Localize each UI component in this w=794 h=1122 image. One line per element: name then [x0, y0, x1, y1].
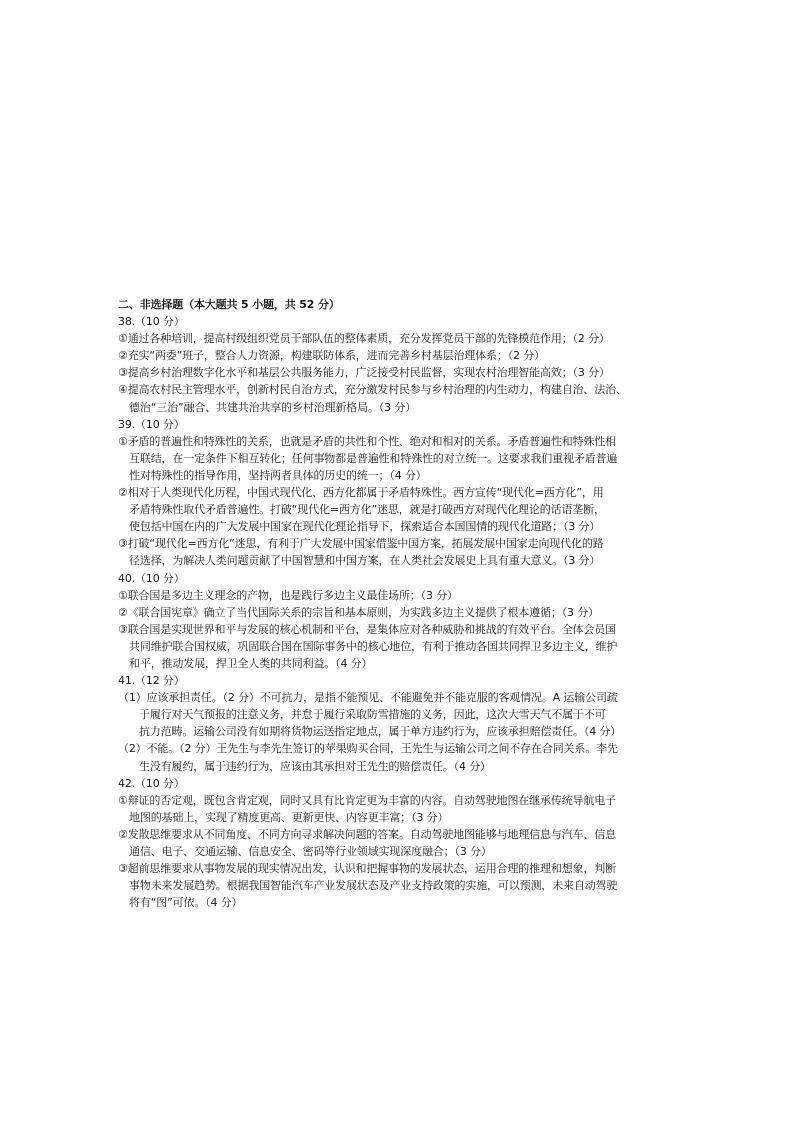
answer-line: 径选择，为解决人类问题贡献了中国智慧和中国方案，在人类社会发展史上具有重大意义。（3 分） [129, 554, 601, 568]
answer-line: 将有“图”可依。（4 分） [129, 896, 243, 910]
answer-line: 矛盾特殊性取代矛盾普遍性。打破“现代化=西方化”迷思，就是打破西方对现代化理论的话语垄断， [129, 503, 605, 517]
answer-line: 通信、电子、交通运输、信息安全、密码等行业领域实现深度融合；（3 分） [129, 845, 492, 858]
answer-line: ④提高农村民主管理水平，创新村民自治方式，充分激发村民参与乡村治理的内生动力，构建自治、法治、 [118, 383, 627, 397]
answer-line: ②发散思维要求从不同角度、不同方向寻求解决问题的答案。自动驾驶地图能够与地理信息与汽车、信息 [118, 827, 616, 841]
answer-line: 使包括中国在内的广大发展中国家在现代化理论指导下，探索适合本国国情的现代化道路；（3 分） [129, 520, 601, 534]
answer-line: 互联结，在一定条件下相互转化；任何事物都是普遍性和特殊性的对立统一。这要求我们重视矛盾普遍 [129, 451, 618, 465]
answer-line: ②充实“两委”班子，整合人力资源，构建联防体系，进而完善乡村基层治理体系；（2 分） [118, 349, 545, 363]
question-heading: 39.（10 分） [118, 417, 185, 431]
answer-line: ①联合国是多边主义理念的产物，也是践行多边主义最佳场所；（3 分） [118, 588, 458, 602]
answer-line: 德治“三治”融合、共建共治共享的乡村治理新格局。（3 分） [129, 400, 417, 414]
question-heading: 38.（10 分） [118, 315, 185, 329]
question-heading: 41.（12 分） [118, 674, 185, 688]
answer-line: 抗力范畴。运输公司没有如期将货物运送指定地点，属于单方违约行为，应该承担赔偿责任。（4 分） [139, 725, 622, 739]
question-heading: 42.（10 分） [118, 776, 185, 790]
question-41 [118, 672, 678, 775]
answer-line: ③提高乡村治理数字化水平和基层公共服务能力，广泛接受村民监督，实现农村治理智能高效；（3 分） [118, 366, 610, 380]
answer-line: 地图的基础上，实现了精度更高、更新更快、内容更丰富；（3 分） [129, 810, 449, 824]
question-42 [118, 775, 678, 912]
answer-line: （1）应该承担责任。（2 分）不可抗力，是指不能预见、不能避免并不能克服的客观情况。A 运输公司疏 [118, 691, 618, 705]
answer-line: 性对特殊性的指导作用，坚持两者具体的历史的统一；（4 分） [129, 468, 427, 482]
answer-line: ②相对于人类现代化历程，中国式现代化、西方化都属于矛盾特殊性。西方宣传“现代化=西方化”，用 [118, 486, 604, 500]
answer-line: ①通过各种培训，提高村级组织党员干部队伍的整体素质，充分发挥党员干部的先锋模范作用；（2 分） [118, 332, 610, 346]
answer-line: ③打破“现代化=西方化”迷思，有利于广大发展中国家借鉴中国方案，拓展发展中国家走向现代化的路 [118, 537, 604, 551]
answer-line: ①矛盾的普遍性和特殊性的关系，也就是矛盾的共性和个性、绝对和相对的关系。矛盾普遍性和特殊性相 [118, 434, 616, 448]
question-39 [118, 416, 678, 570]
answer-line: 于履行对天气预报的注意义务，并怠于履行采取防雪措施的义务，因此，这次大雪天气不属于不可 [139, 708, 606, 722]
question-heading: 40.（10 分） [118, 571, 185, 585]
section-title: 二、非选择题（本大题共 5 小题，共 52 分） [118, 298, 340, 311]
answer-line: ③超前思维要求从事物发展的现实情况出发，认识和把握事物的发展状态，运用合理的推理和想象，判断 [118, 862, 616, 876]
answer-line: （2）不能。（2 分）王先生与李先生签订的苹果购买合同，王先生与运输公司之间不存在合同关系。李先 [118, 742, 618, 756]
answer-line: 和平，推动发展，捍卫全人类的共同利益。（4 分） [129, 656, 373, 670]
answer-document [118, 296, 678, 911]
question-38 [118, 313, 678, 416]
answer-line: 共同维护联合国权威，巩固联合国在国际事务中的核心地位，有利于推动各国共同捍卫多边主义，维护 [129, 639, 618, 653]
answer-line: ②《联合国宪章》确立了当代国际关系的宗旨和基本原则，为实践多边主义提供了根本遵循；（3 分） [118, 605, 599, 619]
answer-line: ③联合国是实现世界和平与发展的核心机制和平台，是集体应对各种威胁和挑战的有效平台。全体会员国 [118, 622, 616, 636]
answer-line: ①辩证的否定观，既包含肯定观，同时又具有比肯定更为丰富的内容。自动驾驶地图在继承传统导航电子 [118, 793, 616, 807]
answer-line: 生没有履约，属于违约行为，应该由其承担对王先生的赔偿责任。（4 分） [139, 759, 491, 773]
question-40 [118, 570, 678, 673]
answer-line: 事物未来发展趋势。根据我国智能汽车产业发展状态及产业支持政策的实施，可以预测，未来自动驾驶 [129, 879, 618, 893]
